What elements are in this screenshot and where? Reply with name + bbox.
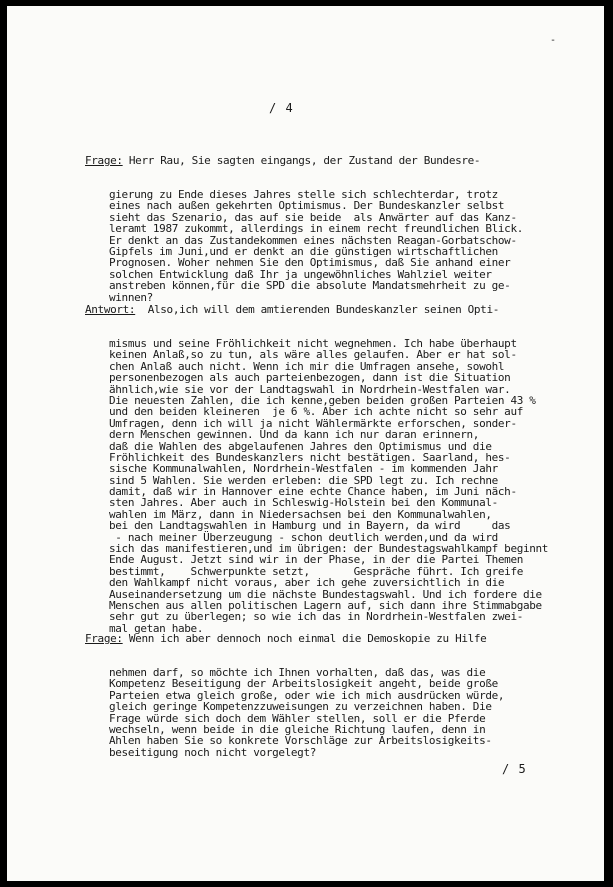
text-line: keinen Anlaß,so zu tun, als wäre alles gelaufen. Aber er hat sol-: [109, 348, 517, 362]
text-line: gierung zu Ende dieses Jahres stelle sich schlechterdar, trotz: [109, 188, 498, 202]
text-line: dern Menschen gewinnen. Und da kann ich nur daran erinnern,: [109, 428, 480, 442]
text-line: Auseinandersetzung um die nächste Bundestagswahl. Und ich fordere die: [109, 587, 542, 601]
block-first-line: Antwort: Also,ich will dem amtierenden Bundeskanzler seinen Opti-: [85, 302, 499, 316]
page-marker-top: / 4: [269, 101, 294, 115]
speaker-label: Antwort:: [85, 302, 136, 316]
text-line: Kompetenz Beseitigung der Arbeitslosigkeit angeht, beide große: [109, 677, 498, 691]
text-line: den Wahlkampf nicht voraus, aber ich gehe zuversichtlich in die: [109, 576, 505, 590]
page-marker-bottom: / 5: [502, 762, 527, 776]
text-line: winnen?: [109, 290, 153, 304]
text-line: anstreben können,für die SPD die absolute Mandatsmehrheit zu ge-: [109, 279, 511, 293]
text-line: Ahlen haben Sie so konkrete Vorschläge zur Arbeitslosigkeits-: [109, 734, 492, 748]
text-line: Frage würde sich doch dem Wähler stellen, soll er die Pferde: [109, 711, 486, 725]
text-line: Menschen aus allen politischen Lagern auf, sich dann ihre Stimmabgabe: [109, 599, 542, 612]
speaker-label: Frage:: [85, 153, 123, 167]
text-line: Umfragen, denn ich will ja nicht Wählermärkte erforschen, sonder-: [109, 416, 517, 430]
text-line: mismus und seine Fröhlichkeit nicht wegnehmen. Ich habe überhaupt: [109, 337, 517, 351]
text-line: bei den Landtagswahlen in Hamburg und in Bayern, da wird das: [109, 519, 511, 533]
text-line: chen Anlaß auch nicht. Wenn ich mir die Umfragen ansehe, sowohl: [109, 359, 505, 373]
answer-block: [85, 281, 548, 657]
text-line: daß die Wahlen des abgelaufenen Jahres den Optimismus und die: [109, 439, 492, 453]
text-line: Prognosen. Woher nehmen Sie den Optimismus, daß Sie anhand einer: [109, 256, 511, 270]
text-line: - nach meiner Überzeugung - schon deutlich werden,und da wird: [109, 530, 498, 544]
text-line: Er denkt an das Zustandekommen eines nächsten Reagan-Gorbatschow-: [109, 233, 517, 247]
text-line: und den beiden kleineren je 6 %. Aber ich achte nicht so sehr auf: [109, 405, 523, 419]
corner-mark: -: [550, 35, 557, 46]
text-line: Parteien etwa gleich große, oder wie ich mich ausdrücken würde,: [109, 688, 505, 702]
text-line: Fröhlichkeit des Bundeskanzlers nicht bestätigen. Saarland, hes-: [109, 450, 511, 464]
block-first-line: Frage: Wenn ich aber dennoch noch einmal die Demoskopie zu Hilfe: [85, 631, 487, 645]
question-block-2: [85, 610, 504, 781]
text-line: sich das manifestieren,und im übrigen: der Bundestagswahlkampf beginnt: [109, 542, 549, 556]
text-line: personenbezogen als auch parteienbezogen, dann ist die Situation: [109, 371, 511, 385]
text-line: gleich geringe Kompetenzzuweisungen zu verzeichnen haben. Die: [109, 700, 492, 714]
text-line: eines nach außen gekehrten Optimismus. Der Bundeskanzler selbst: [109, 199, 505, 213]
text-line: nehmen darf, so möchte ich Ihnen vorhalten, daß das, was die: [109, 666, 486, 680]
speaker-label: Frage:: [85, 631, 123, 645]
text-line: sten Jahres. Aber auch in Schleswig-Holstein bei den Kommunal-: [109, 496, 498, 510]
text-line: mal getan habe.: [109, 621, 204, 635]
text-line: sehr gut zu überlegen; so wie ich das in Nordrhein-Westfalen zwei-: [109, 610, 523, 624]
text-line: leramt 1987 zukommt, allerdings in einem recht freundlichen Blick.: [109, 222, 523, 236]
text-line: sind 5 Wahlen. Sie werden erleben: die SPD legt zu. Ich rechne: [109, 473, 498, 487]
text-line: sieht das Szenario, das auf sie beide als Anwärter auf das Kanz-: [109, 210, 517, 224]
text-line: bestimmt, Schwerpunkte setzt, Gespräche führt. Ich greife: [109, 564, 523, 578]
text-line: sische Kommunalwahlen, Nordrhein-Westfalen - im kommenden Jahr: [109, 462, 498, 476]
document-page: [7, 6, 604, 881]
text-line: Die neuesten Zahlen, die ich kenne,geben beiden großen Parteien 43 %: [109, 393, 536, 407]
text-line: wechseln, wenn beide in die gleiche Richtung laufen, denn in: [109, 722, 486, 736]
block-first-line: Frage: Herr Rau, Sie sagten eingangs, der Zustand der Bundesre-: [85, 153, 481, 167]
text-line: damit, daß wir in Hannover eine echte Chance haben, im Juni näch-: [109, 485, 517, 499]
text-line: beseitigung noch nicht vorgelegt?: [109, 745, 316, 759]
text-line: Gipfels im Juni,und er denkt an die günstigen wirtschaftlichen: [109, 244, 498, 258]
text-line: wahlen im März, dann in Niedersachsen bei den Kommunalwahlen,: [109, 507, 492, 521]
text-line: Ende August. Jetzt sind wir in der Phase, in der die Partei Themen: [109, 553, 523, 567]
text-line: solchen Entwicklung daß Ihr ja ungewöhnliches Wahlziel weiter: [109, 267, 492, 281]
text-line: ähnlich,wie sie vor der Landtagswahl in Nordrhein-Westfalen war.: [109, 382, 511, 396]
